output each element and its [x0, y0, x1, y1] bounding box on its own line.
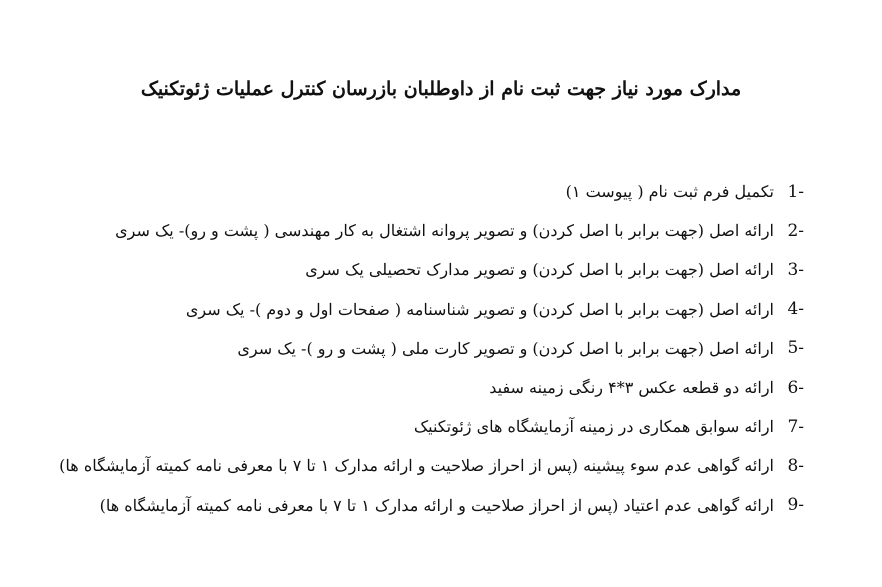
item-text: تکمیل فرم ثبت نام ( پیوست ۱) [565, 182, 774, 202]
item-text: ارائه اصل (جهت برابر با اصل کردن) و تصویر شناسنامه ( صفحات اول و دوم )- یک سری [185, 299, 774, 319]
list-item [59, 368, 804, 407]
item-number: 8- [787, 455, 804, 476]
list-item [59, 250, 804, 289]
list-item [59, 446, 804, 485]
item-text: ارائه سوابق همکاری در زمینه آزمایشگاه های ژئوتکنیک [413, 417, 774, 437]
item-text: ارائه اصل (جهت برابر با اصل کردن) و تصویر کارت ملی ( پشت و رو )- یک سری [237, 338, 774, 358]
item-text: ارائه دو قطعه عکس ۳*۴ رنگی زمینه سفید [489, 378, 774, 398]
item-number: 9- [787, 495, 804, 516]
item-text: ارائه گواهی عدم اعتیاد (پس از احراز صلاحیت و ارائه مدارک ۱ تا ۷ با معرفی نامه کمیته آزمایشگاه ها) [99, 495, 774, 515]
item-text: ارائه اصل (جهت برابر با اصل کردن) و تصویر پروانه اشتغال به کار مهندسی ( پشت و رو)- یک سری [115, 221, 774, 241]
item-text: ارائه اصل (جهت برابر با اصل کردن) و تصویر مدارک تحصیلی یک سری [305, 260, 774, 280]
item-text: ارائه گواهی عدم سوء پیشینه (پس از احراز صلاحیت و ارائه مدارک ۱ تا ۷ با معرفی نامه کمیته آزمایشگاه ها) [59, 456, 774, 476]
list-item [59, 407, 804, 446]
list-item [59, 172, 804, 211]
item-number: 1- [787, 181, 804, 202]
list-item [59, 290, 804, 329]
item-number: 4- [787, 299, 804, 320]
list-item [59, 211, 804, 250]
item-number: 3- [787, 259, 804, 280]
list-item [59, 486, 804, 525]
item-number: 6- [787, 377, 804, 398]
item-number: 2- [787, 220, 804, 241]
requirements-list [59, 172, 804, 525]
item-number: 7- [787, 416, 804, 437]
list-item [59, 329, 804, 368]
item-number: 5- [787, 338, 804, 359]
document-title: مدارک مورد نیاز جهت ثبت نام از داوطلبان بازرسان کنترل عملیات ژئوتکنیک [140, 78, 742, 100]
